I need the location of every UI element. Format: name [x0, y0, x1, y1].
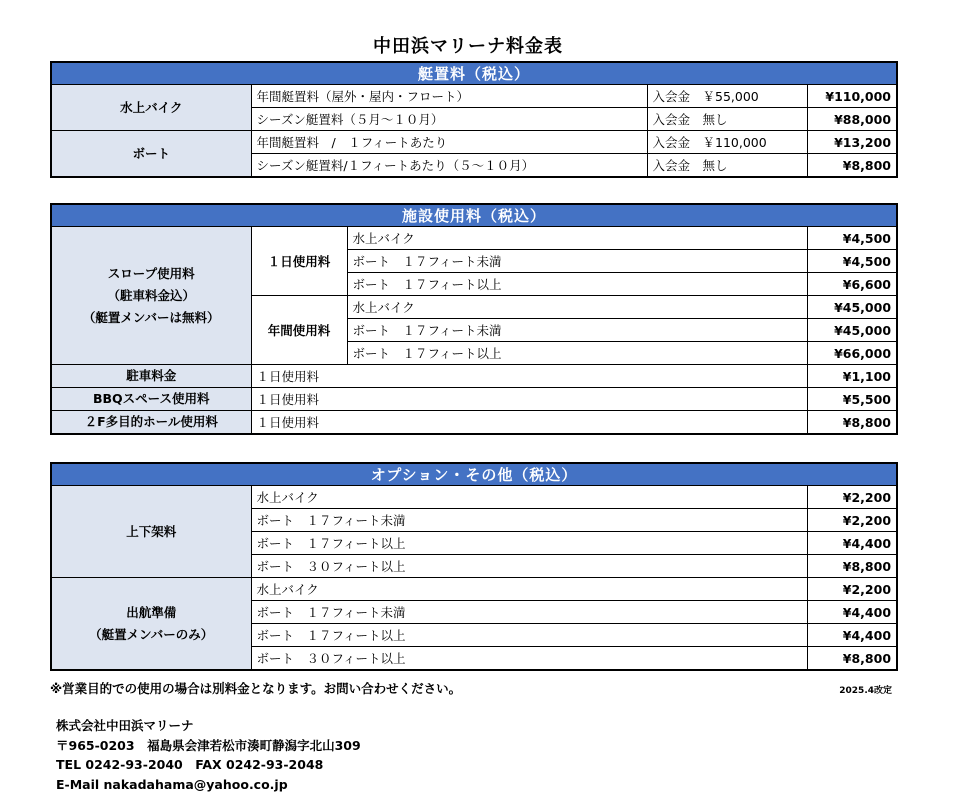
facility-item: １日使用料 [251, 365, 807, 388]
option-item: ボート ３０フィート以上 [251, 555, 807, 578]
category-hall: ２F多目的ホール使用料 [51, 411, 251, 435]
facility-item: １日使用料 [251, 411, 807, 435]
price: ¥45,000 [807, 319, 897, 342]
option-item: 水上バイク [251, 486, 807, 509]
company-name: 株式会社中田浜マリーナ [56, 718, 194, 733]
price: ¥4,400 [807, 624, 897, 647]
company-address: 〒965-0203 福島県会津若松市湊町静潟字北山309 [56, 737, 361, 753]
facility-fee-table [50, 203, 898, 435]
company-info [56, 716, 361, 794]
subcategory-annual: 年間使用料 [251, 296, 347, 365]
mooring-section-header: 艇置料（税込） [51, 62, 897, 85]
entry-fee: 入会金 無し [647, 154, 807, 178]
mooring-item: シーズン艇置料（５月～１０月） [251, 108, 647, 131]
footnote: ※営業目的での使用の場合は別料金となります。お問い合わせください。 [50, 681, 462, 696]
company-phone-fax: TEL 0242-93-2040 FAX 0242-93-2048 [56, 757, 324, 772]
option-item: ボート ３０フィート以上 [251, 647, 807, 671]
category-line: （艇置メンバーのみ） [89, 626, 214, 642]
price: ¥88,000 [807, 108, 897, 131]
price: ¥4,400 [807, 601, 897, 624]
category-slope [51, 227, 251, 365]
facility-section-header: 施設使用料（税込） [51, 204, 897, 227]
price: ¥2,200 [807, 578, 897, 601]
category-line: 出航準備 [126, 604, 177, 620]
price: ¥45,000 [807, 296, 897, 319]
facility-item: ボート １７フィート以上 [347, 342, 807, 365]
category-parking: 駐車料金 [51, 365, 251, 388]
category-line: （駐車料金込） [107, 287, 195, 303]
facility-item: ボート １７フィート未満 [347, 250, 807, 273]
option-item: ボート １７フィート未満 [251, 509, 807, 532]
category-departure-prep [51, 578, 251, 671]
option-item: ボート １７フィート以上 [251, 624, 807, 647]
price: ¥4,500 [807, 250, 897, 273]
facility-item: ボート １７フィート以上 [347, 273, 807, 296]
price: ¥8,800 [807, 647, 897, 671]
company-email: E-Mail nakadahama@yahoo.co.jp [56, 776, 288, 792]
entry-fee: 入会金 無し [647, 108, 807, 131]
facility-item: ボート １７フィート未満 [347, 319, 807, 342]
price: ¥4,400 [807, 532, 897, 555]
category-bbq: BBQスペース使用料 [51, 388, 251, 411]
mooring-item: 年間艇置料（屋外・屋内・フロート） [251, 85, 647, 108]
price: ¥6,600 [807, 273, 897, 296]
price: ¥2,200 [807, 486, 897, 509]
page-title: 中田浜マリーナ料金表 [373, 36, 563, 57]
price: ¥110,000 [807, 85, 897, 108]
option-item: ボート １７フィート以上 [251, 532, 807, 555]
mooring-item: 年間艇置料 / １フィートあたり [251, 131, 647, 154]
option-item: 水上バイク [251, 578, 807, 601]
facility-item: 水上バイク [347, 227, 807, 250]
price: ¥66,000 [807, 342, 897, 365]
category-line: （艇置メンバーは無料） [82, 309, 220, 325]
mooring-fee-table [50, 61, 898, 178]
price: ¥4,500 [807, 227, 897, 250]
entry-fee: 入会金 ￥110,000 [647, 131, 807, 154]
options-fee-table [50, 462, 898, 671]
revision-date: 2025.4改定 [839, 686, 892, 696]
subcategory-daily: １日使用料 [251, 227, 347, 296]
option-item: ボート １７フィート未満 [251, 601, 807, 624]
price: ¥2,200 [807, 509, 897, 532]
options-section-header: オプション・その他（税込） [51, 463, 897, 486]
category-jetski: 水上バイク [51, 85, 251, 131]
price: ¥8,800 [807, 154, 897, 178]
facility-item: １日使用料 [251, 388, 807, 411]
price: ¥8,800 [807, 411, 897, 435]
category-line: スロープ使用料 [107, 265, 195, 281]
price: ¥5,500 [807, 388, 897, 411]
category-launch-haul [51, 486, 251, 578]
price: ¥8,800 [807, 555, 897, 578]
mooring-item: シーズン艇置料/１フィートあたり（５～１０月） [251, 154, 647, 178]
price: ¥1,100 [807, 365, 897, 388]
category-line: 上下架料 [126, 523, 177, 539]
category-boat: ボート [51, 131, 251, 178]
entry-fee: 入会金 ￥55,000 [647, 85, 807, 108]
facility-item: 水上バイク [347, 296, 807, 319]
price: ¥13,200 [807, 131, 897, 154]
